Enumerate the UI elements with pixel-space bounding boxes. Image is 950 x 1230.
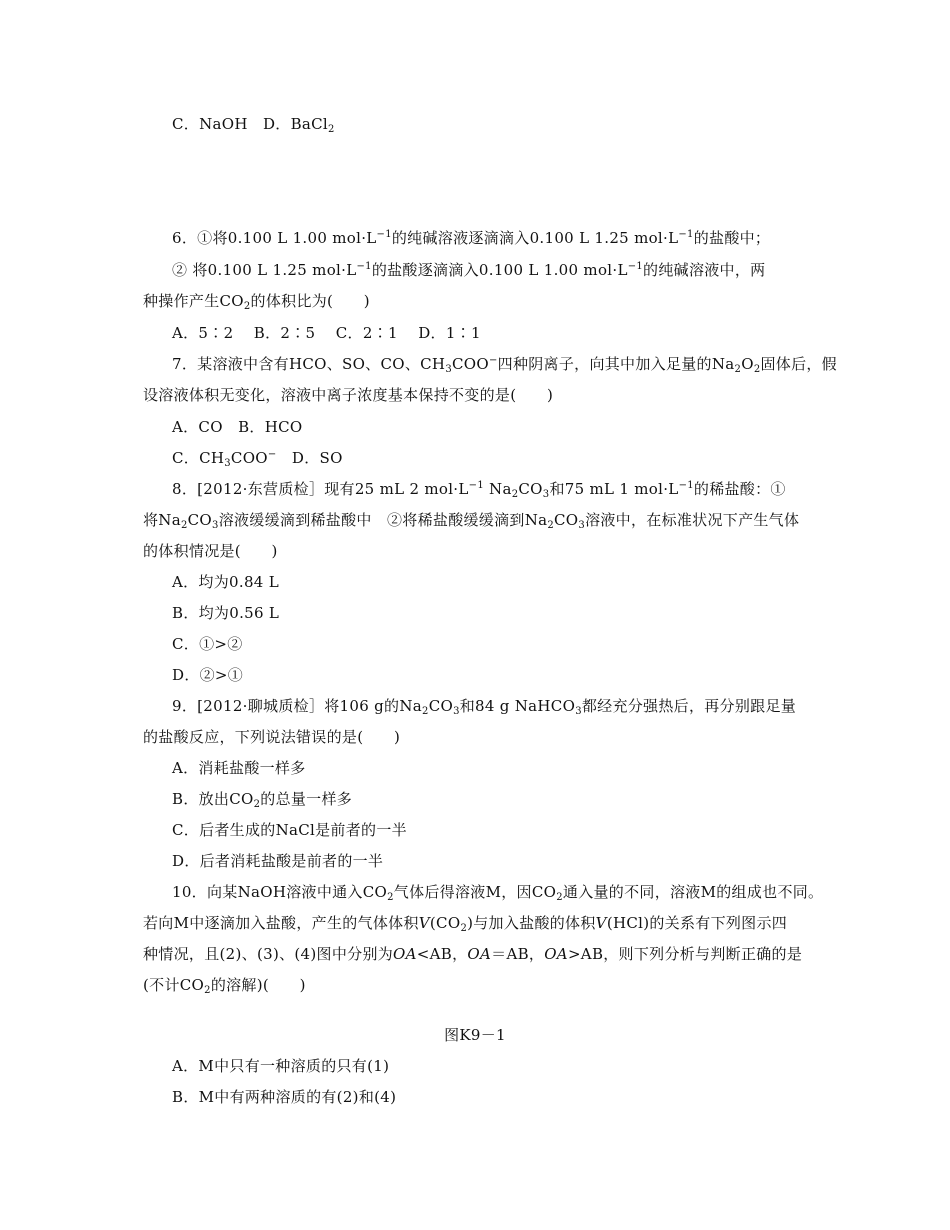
q8-option-c: C．①>②	[172, 635, 243, 653]
q10-option-b: B．M中有两种溶质的有(2)和(4)	[172, 1088, 397, 1106]
q8-line-1: 8．[2012·东营质检］现有25 mL 2 $mol\cdot L^{-1}$ $Na_2CO_3$和75 mL 1 $mol\cdot L^{-1}$的稀盐酸：①	[172, 480, 786, 500]
q8-option-d: D．②>①	[172, 666, 244, 684]
q10-option-a: A．M中只有一种溶质的只有(1)	[172, 1057, 390, 1075]
q9-line-1: 9．[2012·聊城质检］将106 g的$Na_2CO_3$和84 g NaHCO$_3$都经充分强热后，再分别跟足量	[172, 697, 797, 717]
q10-line-4: (不计$CO_2$的溶解)( )	[143, 976, 306, 996]
q9-option-c: C．后者生成的NaCl是前者的一半	[172, 821, 407, 839]
q5-option-c: C．NaOH	[172, 115, 248, 133]
q7-options-cd: C．$CH_3COO^-$ D．SO	[172, 449, 343, 469]
q10-line-2: 若向M中逐滴加入盐酸，产生的气体体积$V(CO_2)$与加入盐酸的体积V(HCl)的关系有下列图示四	[143, 914, 788, 934]
q6-line-1: 6．①将0.100 L 1.00 $mol\cdot L^{-1}$的纯碱溶液逐滴滴入0.100 L 1.25 $mol\cdot L^{-1}$的盐酸中；	[172, 229, 771, 247]
q5-options-cd	[172, 114, 335, 134]
q8-line-2: 将$Na_2CO_3$溶液缓缓滴到稀盐酸中 ②将稀盐酸缓缓滴到$Na_2CO_3$溶液中，在标准状况下产生气体	[143, 511, 800, 531]
figure-caption: 图K9－1	[444, 1026, 506, 1044]
q8-option-a: A．均为0.84 L	[172, 573, 279, 591]
q5-option-d: D．BaCl$_2$	[262, 115, 335, 135]
q8-line-3: 的体积情况是( )	[143, 542, 278, 560]
q7-line-2: 设溶液体积无变化，溶液中离子浓度基本保持不变的是( )	[143, 386, 554, 404]
q10-line-1: 10．向某NaOH溶液中通入$CO_2$气体后得溶液M，因$CO_2$通入量的不同，溶液M的组成也不同。	[172, 883, 824, 903]
q8-option-b: B．均为0.56 L	[172, 604, 280, 622]
q9-option-a: A．消耗盐酸一样多	[172, 759, 306, 777]
q10-line-3: 种情况，且(2)、(3)、(4)图中分别为OA<AB，OA＝AB，OA>AB，则下列分析与判断正确的是	[143, 945, 803, 963]
q7-options-ab: A．CO B．HCO	[172, 418, 303, 436]
q9-line-2: 的盐酸反应，下列说法错误的是( )	[143, 728, 401, 746]
q6-line-2: ② 将0.100 L 1.25 $mol\cdot L^{-1}$的盐酸逐滴滴入0.100 L 1.00 $mol\cdot L^{-1}$的纯碱溶液中，两	[172, 261, 766, 279]
q6-options: A．5∶2 B．2∶5 C．2∶1 D．1∶1	[172, 324, 481, 342]
q9-option-d: D．后者消耗盐酸是前者的一半	[172, 852, 384, 870]
q6-line-3: 种操作产生$CO_2$的体积比为( )	[143, 292, 370, 312]
q7-line-1: 7．某溶液中含有HCO、SO、CO、$CH_3COO^-$四种阴离子，向其中加入足量的$Na_2O_2$固体后，假	[172, 355, 837, 375]
q9-option-b: B．放出$CO_2$的总量一样多	[172, 790, 353, 810]
